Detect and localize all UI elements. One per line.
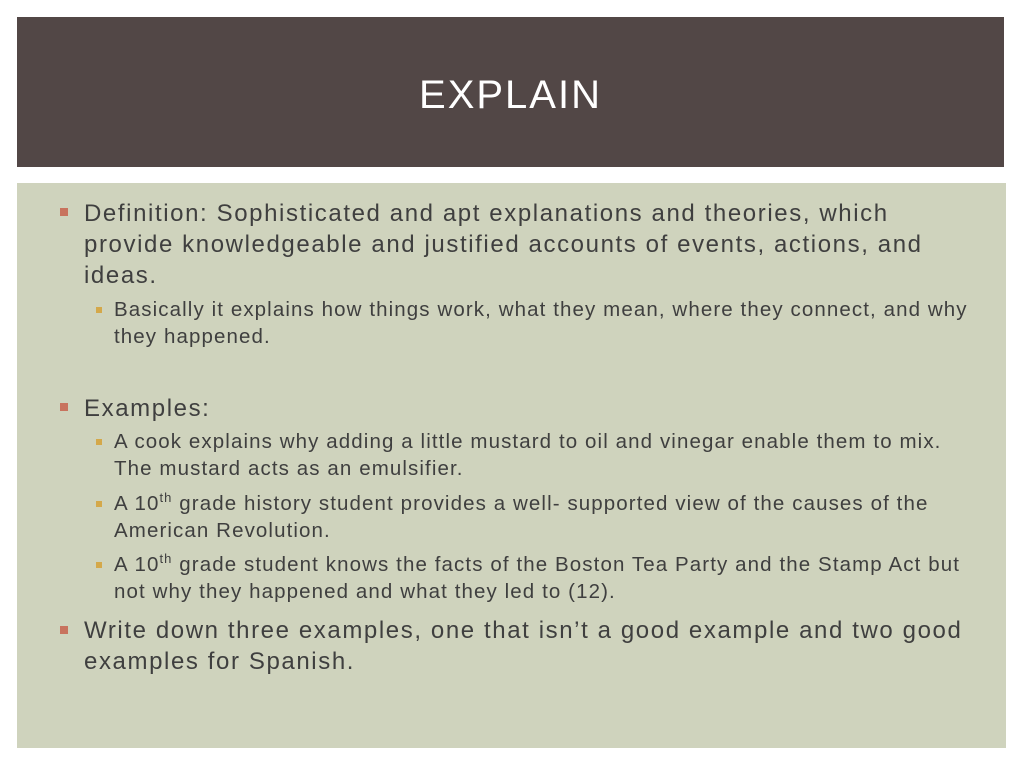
example-item-3 — [114, 551, 974, 605]
definition-sub-bullet: Basically it explains how things work, what they mean, where they connect, and why they happened. — [114, 298, 968, 348]
example-item-1: A cook explains why adding a little mustard to oil and vinegar enable them to mix. The mustard acts as an emulsifier. — [114, 430, 942, 480]
example-item-2 — [114, 490, 974, 544]
task-bullet: Write down three examples, one that isn’t a good example and two good examples for Spanish. — [84, 617, 963, 675]
title-band — [17, 17, 1004, 167]
sub-bullet-square-icon — [96, 439, 102, 445]
example-2-text-end: grade history student provides a well- supported view of the causes of the American Revolution. — [114, 492, 929, 542]
example-2-text-start: A 10 — [114, 492, 160, 515]
sub-bullet-square-icon — [96, 562, 102, 568]
examples-heading: Examples: — [84, 395, 211, 422]
bullet-square-icon — [60, 626, 68, 634]
sub-bullet-square-icon — [96, 307, 102, 313]
definition-bullet: Definition: Sophisticated and apt explanations and theories, which provide knowledgeable and justified accounts of events, actions, and ideas. — [84, 200, 923, 289]
content-area — [17, 183, 1006, 748]
sub-bullet-square-icon — [96, 501, 102, 507]
example-2-superscript: th — [159, 490, 173, 506]
slide-title: EXPLAIN — [419, 72, 602, 117]
example-3-text-start: A 10 — [114, 553, 160, 576]
bullet-square-icon — [60, 208, 68, 216]
example-3-text-end: grade student knows the facts of the Boston Tea Party and the Stamp Act but not why they happened and what they led to (12). — [114, 553, 960, 603]
bullet-square-icon — [60, 403, 68, 411]
example-3-superscript: th — [159, 551, 173, 567]
